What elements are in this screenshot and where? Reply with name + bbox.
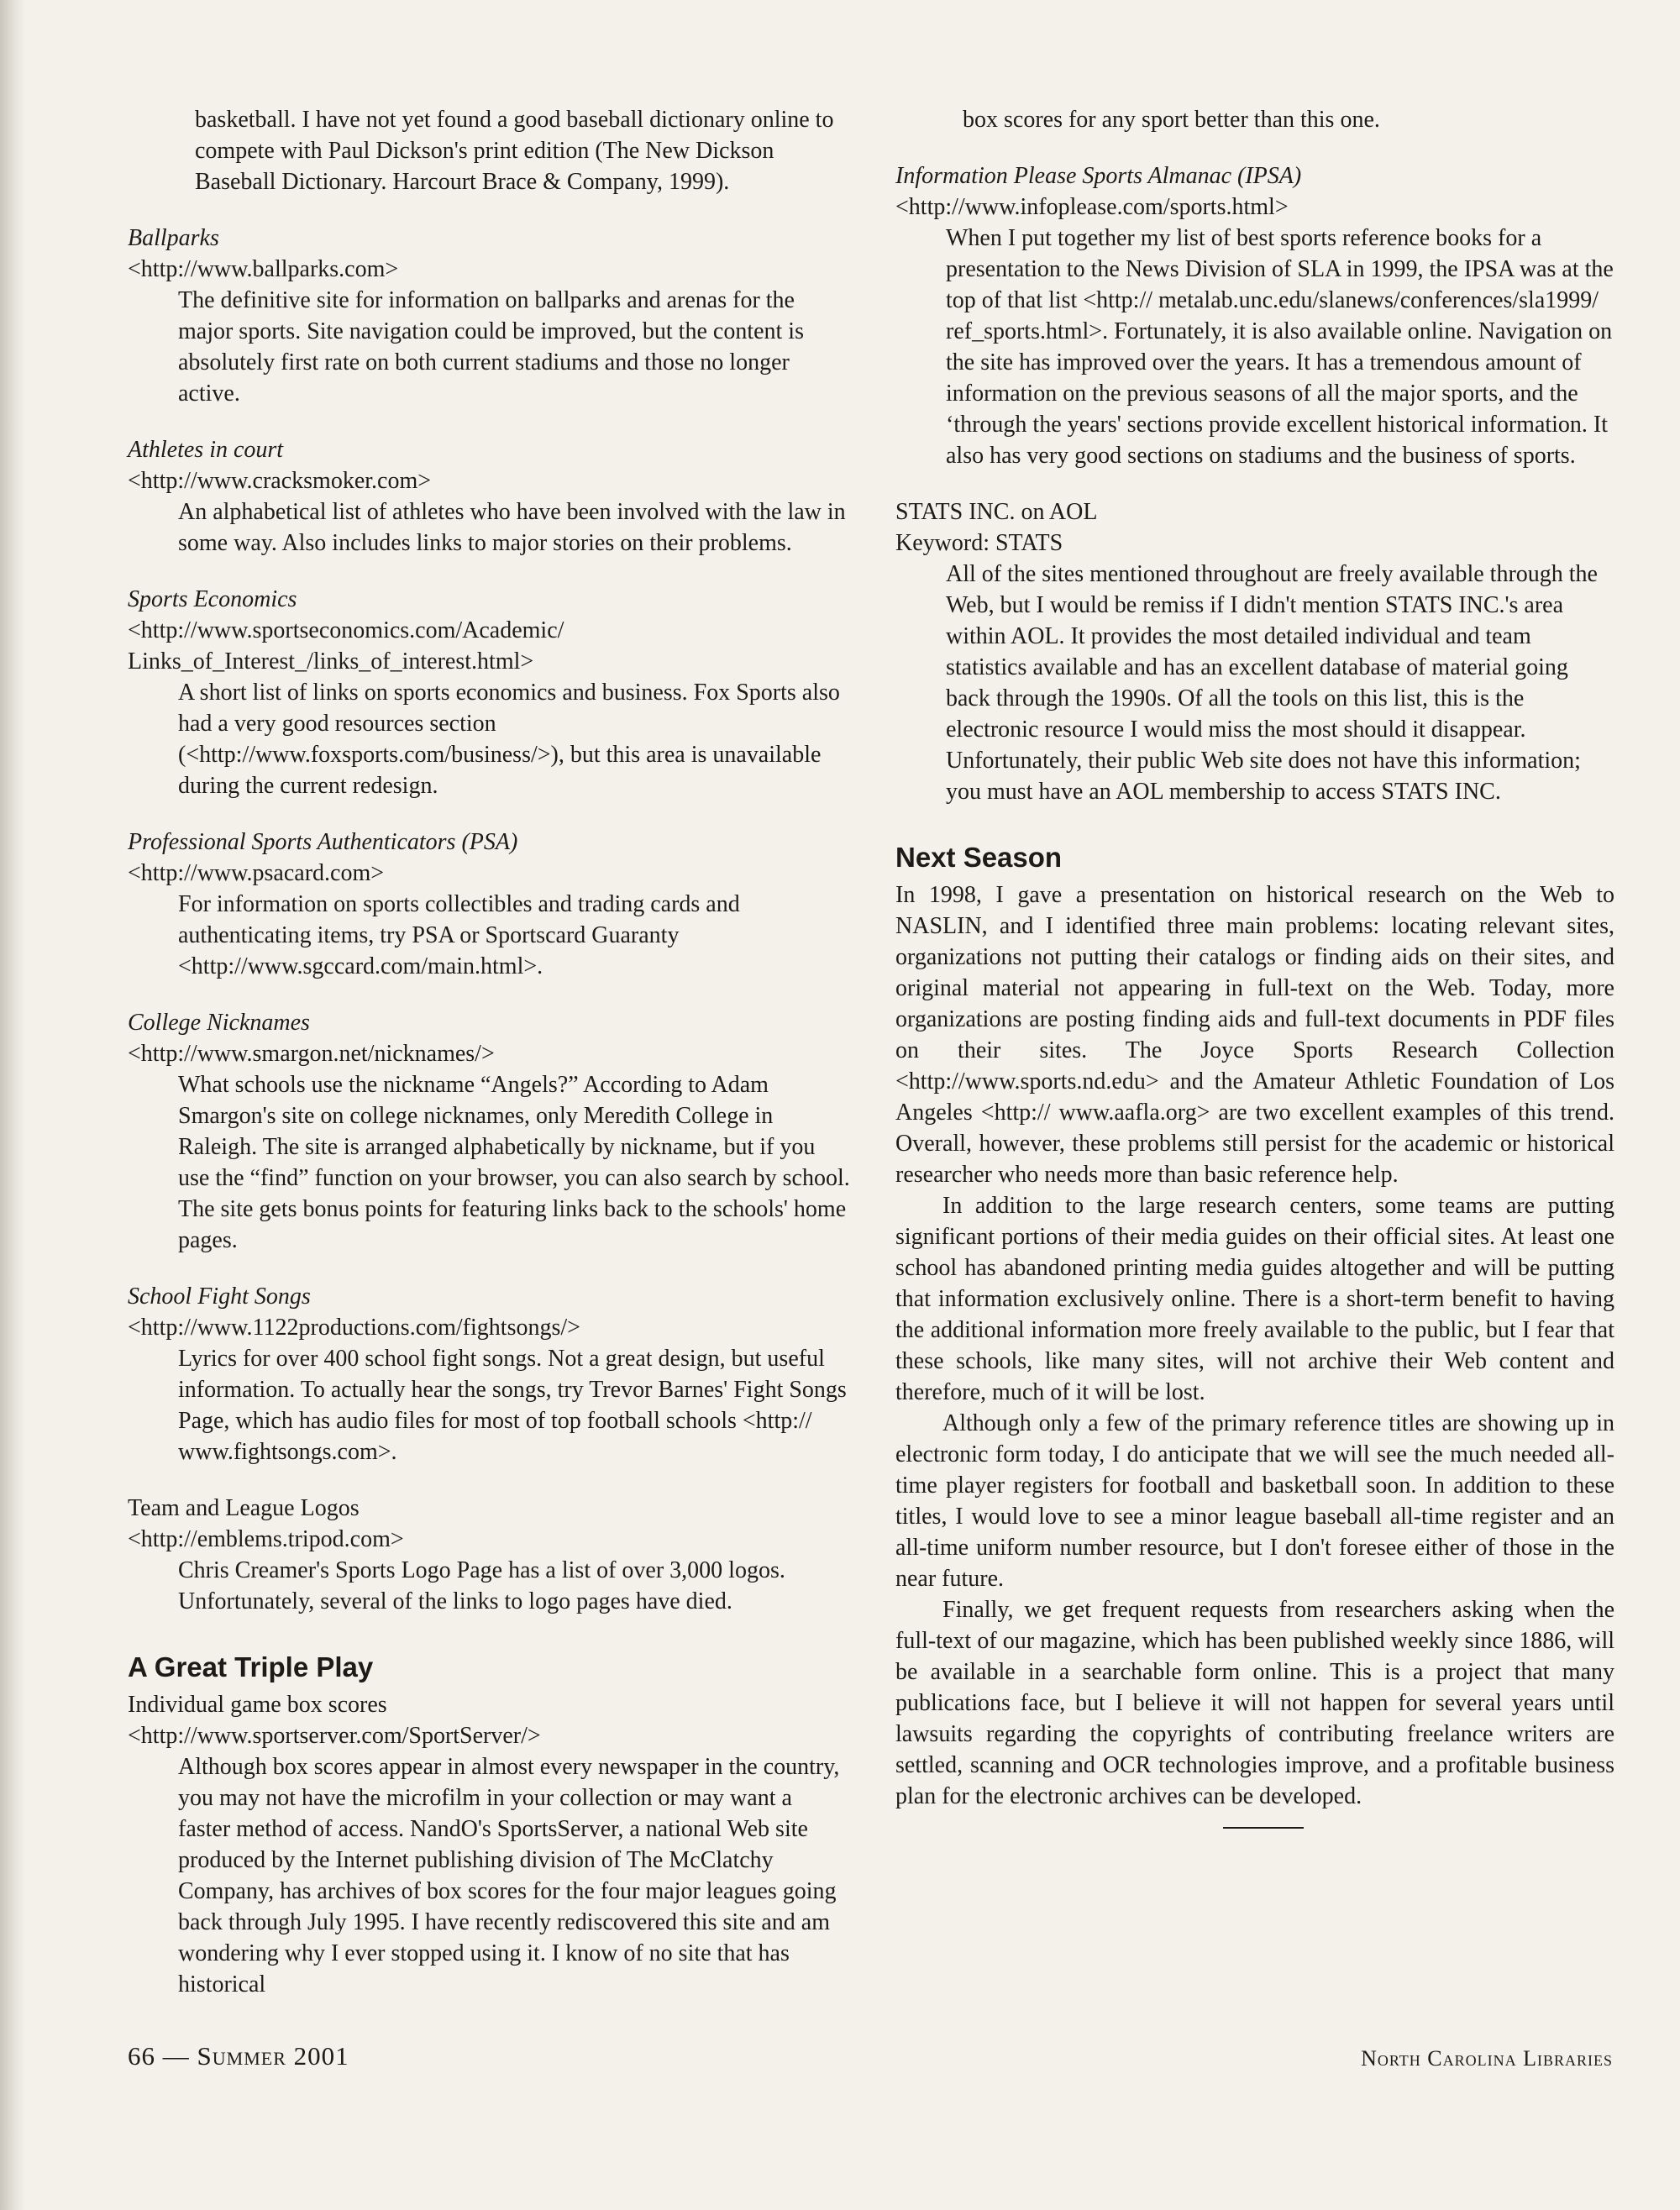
entry-title: Ballparks <box>128 225 219 251</box>
entry-url[interactable]: <http://emblems.tripod.com> <box>128 1526 404 1552</box>
body-paragraph: In 1998, I gave a presentation on historical research on the Web to NASLIN, and I identified three main problems: locating relevant sites, organizations not putting their catalogs or finding aids on their sites, and original material not appearing in full-text on the Web. Today, more organizations are posting finding aids and full-text documents in PDF files on their sites. The Joyce Sports Research Collection <http://www.sports.nd.edu> and the Amateur Athletic Foundation of Los Angeles <http:// www.aafla.org> are two excellent examples of this trend. Overall, however, these problems still persist for the academic or historical researcher who needs more than basic reference help. <box>895 882 1614 1188</box>
entry-description: Although box scores appear in almost every newspaper in the country, you may not have the microfilm in your collection or may want a faster method of access. NandO's SportsServer, a national Web site produced by the Internet publishing division of The McClatchy Company, has archives of box scores for the four major leagues going back through July 1995. I have recently rediscovered this site and am wondering why I ever stopped using it. I know of no site that has historical <box>178 1754 840 1997</box>
right-lead-text: box scores for any sport better than this one. <box>963 107 1380 133</box>
entry-description: What schools use the nickname “Angels?” According to Adam Smargon's site on college nicknames, only Meredith College in Raleigh. The site is arranged alphabetically by nickname, but if you use the “find” function on your browser, you can also search by school. The site gets bonus points for featuring links back to the schools' home pages. <box>178 1072 850 1253</box>
entry-description: When I put together my list of best sports reference books for a presentation to the News Division of SLA in 1999, the IPSA was at the top of that list <http:// metalab.unc.edu/slanews/conferences/sla1999/ ref_sports.html>. Fortunately, it is also available online. Navigation on the site has improved over the years. It has a tremendous amount of information on the previous seasons of all the major sports, and the ‘through the years' sections provide excellent historical information. It also has very good sections on stadiums and the business of sports. <box>946 225 1614 469</box>
entry-url[interactable]: <http://www.cracksmoker.com> <box>128 468 432 494</box>
entry-title: Information Please Sports Almanac (IPSA) <box>895 163 1302 189</box>
entry-psa <box>128 827 850 982</box>
entry-sports-economics <box>128 584 850 801</box>
entry-box-scores <box>128 1689 850 2000</box>
publication-footer: North Carolina Libraries <box>1361 2046 1613 2071</box>
entry-title: Athletes in court <box>128 437 284 463</box>
entry-description: All of the sites mentioned throughout are freely available through the Web, but I would be remiss if I didn't mention STATS INC.'s area within AOL. It provides the most detailed individual and team statistics available and has an excellent database of material going back through the 1990s. Of all the tools on this list, this is the electronic resource I would miss the most should it disappear. Unfortunately, their public Web site does not have this information; you must have an AOL membership to access STATS INC. <box>946 561 1598 805</box>
entry-athletes-in-court <box>128 434 850 559</box>
entry-title: Individual game box scores <box>128 1692 387 1718</box>
entry-url[interactable]: <http://www.psacard.com> <box>128 860 385 886</box>
entry-keyword: Keyword: STATS <box>895 530 1063 556</box>
body-paragraph: Although only a few of the primary reference titles are showing up in electronic form today, I do anticipate that we will see the much needed all-time player registers for football and basketball soon. In addition to these titles, I would love to see a minor league baseball all-time register and an all-time uniform number resource, but I don't foresee either of those in the near future. <box>895 1410 1614 1592</box>
entry-ballparks <box>128 223 850 409</box>
entry-title: Team and League Logos <box>128 1495 360 1521</box>
entry-description: An alphabetical list of athletes who have been involved with the law in some way. Also includes links to major stories on their problems. <box>178 499 846 556</box>
entry-description: Chris Creamer's Sports Logo Page has a list of over 3,000 logos. Unfortunately, several of the links to logo pages have died. <box>178 1557 785 1614</box>
entry-description: Lyrics for over 400 school fight songs. Not a great design, but useful information. To actually hear the songs, try Trevor Barnes' Fight Songs Page, which has audio files for most of top football schools <http:// www.fightsongs.com>. <box>178 1346 847 1465</box>
entry-url[interactable]: <http://www.ballparks.com> <box>128 256 399 282</box>
page-binding-edge <box>0 0 25 2210</box>
entry-url[interactable]: <http://www.smargon.net/nicknames/> <box>128 1041 495 1067</box>
body-paragraph: In addition to the large research centers, some teams are putting significant portions of their media guides on their official sites. At least one school has abandoned printing media guides altogether and will be putting that information exclusively online. There is a short-term benefit to having the additional information more freely available to the public, but I fear that these schools, like many sites, will not archive their Web content and therefore, much of it will be lost. <box>895 1193 1614 1405</box>
page-number-footer: 66 — Summer 2001 <box>128 2041 349 2071</box>
entry-url[interactable]: <http://www.infoplease.com/sports.html> <box>895 194 1289 220</box>
entry-title: College Nicknames <box>128 1010 310 1036</box>
section-heading-next-season: Next Season <box>895 842 1063 873</box>
entry-title: STATS INC. on AOL <box>895 499 1098 525</box>
entry-stats-inc <box>895 496 1614 807</box>
entry-ipsa <box>895 160 1614 471</box>
left-lead-text: basketball. I have not yet found a good baseball dictionary online to compete with Paul Dickson's print edition (The New Dickson Baseball Dictionary. Harcourt Brace & Company, 1999). <box>195 107 834 195</box>
entry-school-fight-songs <box>128 1281 850 1467</box>
section-heading-triple-play: A Great Triple Play <box>128 1651 374 1682</box>
entry-title: Professional Sports Authenticators (PSA) <box>128 829 518 855</box>
entry-title: Sports Economics <box>128 586 297 612</box>
entry-url[interactable]: <http://www.1122productions.com/fightsongs/> <box>128 1315 580 1341</box>
left-column <box>128 104 850 2025</box>
entry-description: For information on sports collectibles and trading cards and authenticating items, try PSA or Sportscard Guaranty <http://www.sgccard.com/main.html>. <box>178 891 740 979</box>
entry-url[interactable]: <http://www.sportseconomics.com/Academic/ Links_of_Interest_/links_of_interest.html> <box>128 617 564 675</box>
entry-url[interactable]: <http://www.sportserver.com/SportServer/> <box>128 1723 541 1749</box>
body-paragraph: Finally, we get frequent requests from researchers asking when the full-text of our magazine, which has been published weekly since 1886, will be available in a searchable form online. This is a project that many publications face, but I believe it will not happen for several years until lawsuits regarding the copyrights of contributing freelance writers are settled, scanning and OCR technologies improve, and a profitable business plan for the electronic archives can be developed. <box>895 1597 1614 1809</box>
entry-team-league-logos <box>128 1493 850 1617</box>
right-column <box>895 104 1614 1829</box>
entry-description: The definitive site for information on ballparks and arenas for the major sports. Site navigation could be improved, but the content is absolutely first rate on both current stadiums and those no longer active. <box>178 287 804 407</box>
entry-college-nicknames <box>128 1007 850 1256</box>
end-of-article-rule <box>1223 1827 1304 1829</box>
entry-description: A short list of links on sports economics and business. Fox Sports also had a very good resources section (<http://www.foxsports.com/business/>), but this area is unavailable during the current redesign. <box>178 680 840 799</box>
entry-title: School Fight Songs <box>128 1283 311 1310</box>
